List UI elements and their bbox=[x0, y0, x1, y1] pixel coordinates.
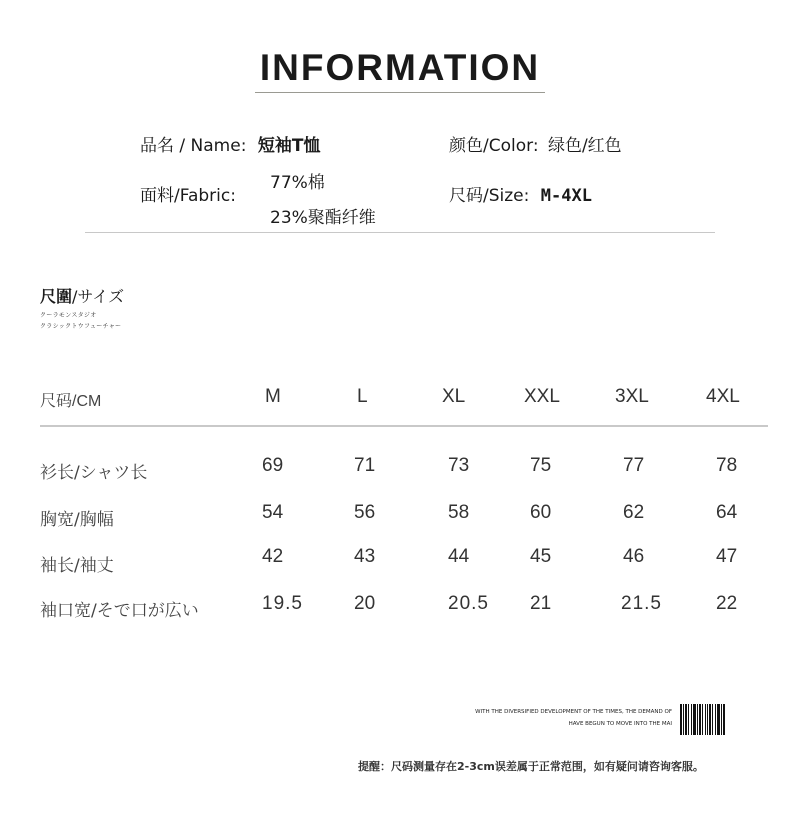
table-cell: 60 bbox=[530, 502, 552, 523]
color-value: 绿色/红色 bbox=[547, 136, 622, 156]
info-divider bbox=[85, 232, 715, 233]
table-cell: 62 bbox=[623, 502, 645, 523]
header-4xl: 4XL bbox=[706, 386, 740, 407]
color-label: 颜色/Color: bbox=[449, 136, 539, 156]
table-cell: 20 bbox=[354, 593, 376, 614]
table-cell: 44 bbox=[448, 546, 470, 567]
fabric-value-1: 77%棉 bbox=[270, 173, 325, 193]
fabric-value-2: 23%聚酯纤维 bbox=[270, 208, 376, 228]
table-cell: 69 bbox=[262, 455, 284, 476]
table-cell: 73 bbox=[448, 455, 470, 476]
table-cell: 19.5 bbox=[262, 593, 303, 614]
table-cell: 75 bbox=[530, 455, 552, 476]
size-chart-title-bold: 尺圍 bbox=[40, 287, 73, 306]
row-label-length: 衫长/シャツ长 bbox=[40, 463, 148, 483]
table-cell: 71 bbox=[354, 455, 376, 476]
title-underline bbox=[255, 92, 545, 93]
size-value: M-4XL bbox=[540, 186, 592, 206]
table-cell: 20.5 bbox=[448, 593, 489, 614]
fabric-label: 面料/Fabric: bbox=[140, 186, 236, 206]
table-cell: 77 bbox=[623, 455, 645, 476]
size-chart-sub2: クラシックトウフューチャー bbox=[40, 323, 122, 330]
row-label-chest: 胸宽/胸幅 bbox=[40, 510, 114, 530]
barcode-icon bbox=[680, 704, 726, 735]
row-label-sleeve: 袖长/袖丈 bbox=[40, 556, 114, 576]
color-row bbox=[449, 131, 622, 156]
page-title: INFORMATION bbox=[259, 47, 541, 88]
table-header-rule bbox=[40, 425, 768, 427]
table-cell: 54 bbox=[262, 502, 284, 523]
header-l: L bbox=[357, 386, 368, 407]
table-cell: 78 bbox=[716, 455, 738, 476]
header-xxl: XXL bbox=[524, 386, 560, 407]
table-cell: 47 bbox=[716, 546, 738, 567]
header-m: M bbox=[265, 386, 281, 407]
table-cell: 21 bbox=[530, 593, 552, 614]
size-row bbox=[449, 181, 592, 206]
header-unit: 尺码/CM bbox=[40, 393, 102, 410]
table-cell: 64 bbox=[716, 502, 738, 523]
name-value: 短袖T恤 bbox=[257, 136, 321, 156]
table-cell: 43 bbox=[354, 546, 376, 567]
header-xl: XL bbox=[442, 386, 466, 407]
size-chart-title bbox=[40, 284, 124, 307]
name-row bbox=[140, 131, 320, 156]
row-label-cuff: 袖口宽/そで口が広い bbox=[40, 601, 199, 621]
table-cell: 22 bbox=[716, 593, 738, 614]
header-3xl: 3XL bbox=[615, 386, 649, 407]
table-cell: 45 bbox=[530, 546, 552, 567]
measurement-note: 提醒：尺码测量存在2-3cm误差属于正常范围，如有疑问请咨询客服。 bbox=[358, 760, 704, 773]
size-chart-title-rest: /サイズ bbox=[72, 287, 125, 306]
size-chart-sub1: クーラモンスタジオ bbox=[40, 312, 97, 319]
size-label: 尺码/Size: bbox=[449, 186, 530, 206]
footer-tagline-1: WITH THE DIVERSIFIED DEVELOPMENT OF THE TIMES, THE DEMAND OF bbox=[475, 709, 672, 715]
table-cell: 42 bbox=[262, 546, 284, 567]
table-cell: 58 bbox=[448, 502, 470, 523]
table-cell: 46 bbox=[623, 546, 645, 567]
table-cell: 56 bbox=[354, 502, 376, 523]
table-cell: 21.5 bbox=[621, 593, 662, 614]
footer-tagline-2: HAVE BEGUN TO MOVE INTO THE MAI bbox=[568, 721, 672, 727]
name-label: 品名 / Name: bbox=[140, 136, 247, 156]
